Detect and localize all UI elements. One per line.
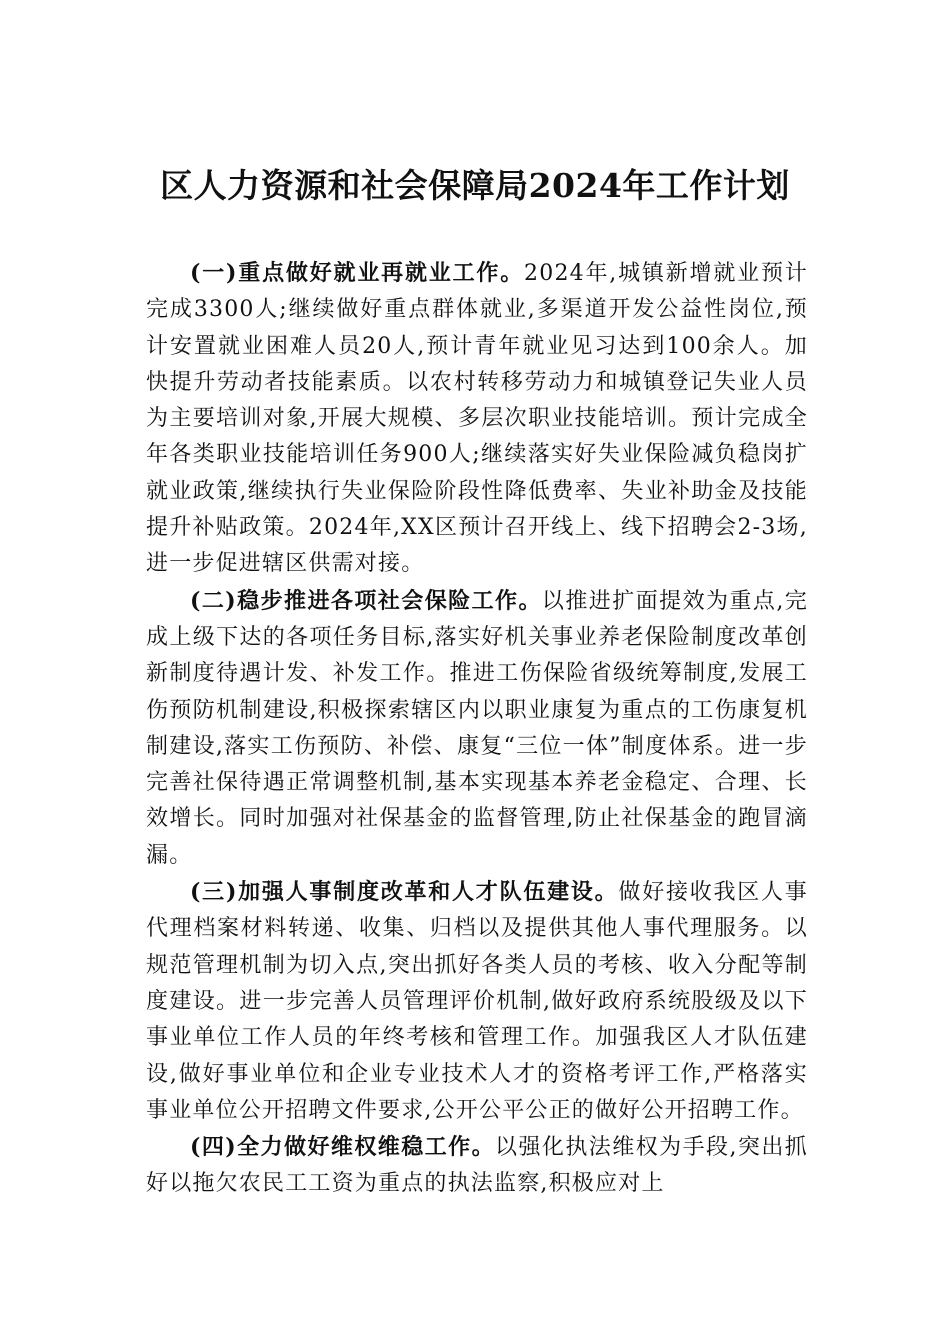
paragraph-heading: (三)加强人事制度改革和人才队伍建设。 <box>190 879 619 906</box>
paragraph-personnel-reform <box>146 874 808 1129</box>
paragraph-text: 做好接收我区人事代理档案材料转递、收集、归档以及提供其他人事代理服务。以规范管理机制为切入点,突出抓好各类人员的考核、收入分配等制度建设。进一步完善人员管理评价机制,做好政府系统股级及以下事业单位工作人员的年终考核和管理工作。加强我区人才队伍建设,做好事业单位和企业专业技术人才的资格考评工作,严格落实事业单位公开招聘文件要求,公开公平公正的做好公开招聘工作。 <box>146 880 808 1123</box>
document-body <box>146 255 808 1203</box>
paragraph-text: 2024年,城镇新增就业预计完成3300人;继续做好重点群体就业,多渠道开发公益性岗位,预计安置就业困难人员20人,预计青年就业见习达到100余人。加快提升劳动者技能素质。以农村转移劳动力和城镇登记失业人员为主要培训对象,开展大规模、多层次职业技能培训。预计完成全年各类职业技能培训任务900人;继续落实好失业保险减负稳岗扩就业政策,继续执行失业保险阶段性降低费率、失业补助金及技能提升补贴政策。2024年,XX区预计召开线上、线下招聘会2-3场,进一步促进辖区供需对接。 <box>146 261 809 577</box>
paragraph-employment <box>146 255 808 583</box>
paragraph-heading: (二)稳步推进各项社会保险工作。 <box>190 587 542 614</box>
paragraph-heading: (一)重点做好就业再就业工作。 <box>190 260 525 286</box>
paragraph-text: 以强化执法维权为手段,突出抓好以拖欠农民工工资为重点的执法监察,积极应对上 <box>146 1135 808 1197</box>
paragraph-text: 以推进扩面提效为重点,完成上级下达的各项任务目标,落实好机关事业养老保险制度改革创新制度待遇计发、补发工作。推进工伤保险省级统筹制度,发展工伤预防机制建设,积极探索辖区内以职业康复为重点的工伤康复机制建设,落实工伤预防、补偿、康复“三位一体”制度体系。进一步完善社保待遇正常调整机制,基本实现基本养老金稳定、合理、长效增长。同时加强对社保基金的监督管理,防止社保基金的跑冒滴漏。 <box>146 588 808 868</box>
paragraph-heading: (四)全力做好维权维稳工作。 <box>190 1134 496 1161</box>
document-title: 区人力资源和社会保障局2024年工作计划 <box>160 166 790 205</box>
paragraph-social-insurance <box>146 583 808 874</box>
paragraph-rights-protection <box>146 1129 808 1203</box>
